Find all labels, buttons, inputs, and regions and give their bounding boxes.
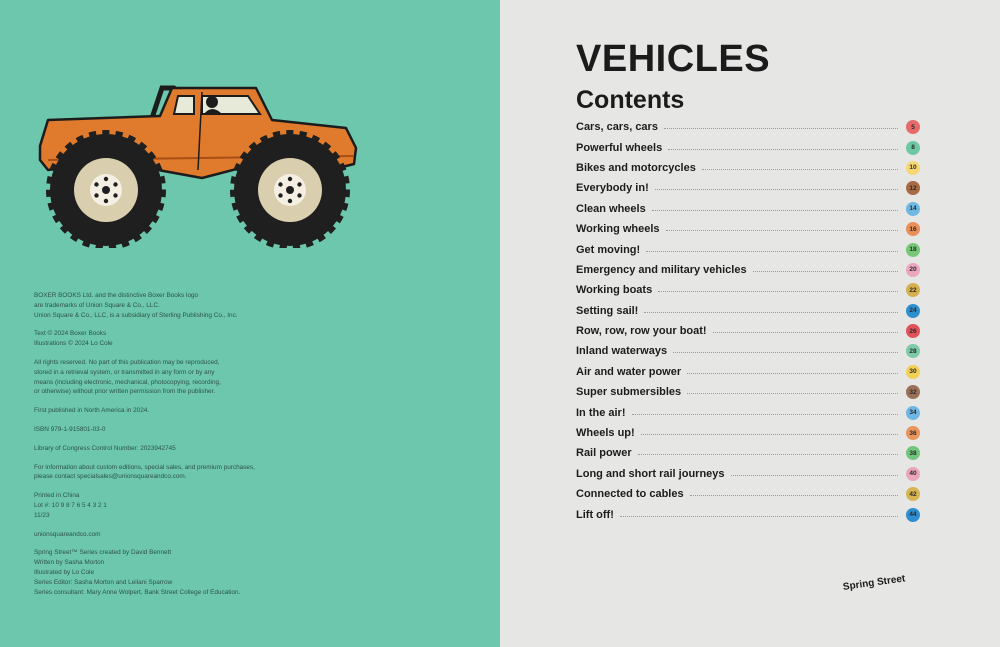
- contents-item-label: Cars, cars, cars: [576, 121, 658, 134]
- page-number-badge: 30: [906, 365, 920, 379]
- contents-item: [576, 464, 920, 484]
- contents-item: [576, 362, 920, 382]
- page-number-badge: 32: [906, 385, 920, 399]
- dot-leader: [753, 271, 898, 272]
- contents-item-label: Powerful wheels: [576, 141, 663, 154]
- contents-item-label: Wheels up!: [576, 427, 635, 440]
- publisher-logo: Spring Street: [842, 573, 906, 593]
- dot-leader: [690, 495, 898, 496]
- dot-leader: [644, 312, 898, 313]
- imprint-rights: All rights reserved. No part of this publication may be reproduced, stored in a retrieval system, or transmitted in any form or by any means (including electronic, mechanical, photocopying, recording, or otherwise) without prior written permission from the publisher.: [34, 358, 221, 396]
- dot-leader: [652, 210, 898, 211]
- contents-item-label: Inland waterways: [576, 345, 668, 358]
- contents-item: [576, 178, 920, 198]
- contents-item: [576, 137, 920, 157]
- page-number-badge: 22: [906, 283, 920, 297]
- dot-leader: [632, 414, 898, 415]
- contents-item: [576, 158, 920, 178]
- contents-item-label: Clean wheels: [576, 202, 646, 215]
- contents-item: [576, 199, 920, 219]
- dot-leader: [702, 169, 898, 170]
- contents-item: [576, 260, 920, 280]
- contents-item: [576, 443, 920, 463]
- page-number-badge: 10: [906, 161, 920, 175]
- imprint-first-published: First published in North America in 2024.: [34, 407, 150, 415]
- page-number-badge: 20: [906, 263, 920, 277]
- dot-leader: [658, 291, 898, 292]
- dot-leader: [664, 128, 898, 129]
- page-number-badge: 34: [906, 406, 920, 420]
- imprint-printing: Printed in China Lot #: 10 9 8 7 6 5 4 3 2 1 11/23: [34, 492, 107, 519]
- imprint-copyright: Text © 2024 Boxer Books Illustrations © 2024 Lo Cole: [34, 330, 113, 348]
- contents-item: [576, 301, 920, 321]
- contents-item: [576, 321, 920, 341]
- contents-item-label: In the air!: [576, 406, 626, 419]
- contents-item: [576, 382, 920, 402]
- book-title: VEHICLES: [576, 38, 771, 80]
- imprint-special-sales: For information about custom editions, special sales, and premium purchases, please contact specialsales@unionsquareandco.com.: [34, 463, 255, 481]
- dot-leader: [666, 230, 898, 231]
- contents-item-label: Working wheels: [576, 223, 660, 236]
- dot-leader: [620, 516, 898, 517]
- contents-item: [576, 117, 920, 137]
- imprint-isbn: ISBN 979-1-915801-03-0: [34, 425, 106, 433]
- contents-item-label: Setting sail!: [576, 304, 639, 317]
- page-number-badge: 38: [906, 446, 920, 460]
- dot-leader: [731, 475, 898, 476]
- contents-item-label: Air and water power: [576, 365, 682, 378]
- contents-item: [576, 423, 920, 443]
- imprint-lccn: Library of Congress Control Number: 2023942745: [34, 444, 176, 452]
- contents-item: [576, 239, 920, 259]
- imprint-credits: Spring Street™ Series created by David Bennett Written by Sasha Morton Illustrated by Lo Cole Series Editor: Sasha Morton and Leilani Sparrow Series consultant: Mary Anne Wolpert, Bank Street College of Education.: [34, 549, 241, 596]
- contents-item-label: Bikes and motorcycles: [576, 161, 696, 174]
- dot-leader: [641, 434, 898, 435]
- page-number-badge: 36: [906, 426, 920, 440]
- contents-item-label: Super submersibles: [576, 386, 682, 399]
- contents-item-label: Connected to cables: [576, 488, 684, 501]
- contents-item: [576, 341, 920, 361]
- imprint-trademark: BOXER BOOKS Ltd. and the distinctive Boxer Books logo are trademarks of Union Square & Co., LLC. Union Square & Co., LLC, is a subsidiary of Sterling Publishing Co., Inc.: [34, 292, 238, 319]
- contents-list: [576, 117, 920, 525]
- imprint-text: [34, 291, 474, 597]
- contents-item: [576, 484, 920, 504]
- dot-leader: [638, 454, 898, 455]
- page-number-badge: 12: [906, 181, 920, 195]
- contents-item: [576, 280, 920, 300]
- page-number-badge: 18: [906, 243, 920, 257]
- right-page: [500, 0, 1000, 647]
- dot-leader: [646, 251, 898, 252]
- dot-leader: [713, 332, 898, 333]
- dot-leader: [668, 149, 898, 150]
- contents-item-label: Working boats: [576, 284, 653, 297]
- contents-item-label: Emergency and military vehicles: [576, 263, 747, 276]
- monster-truck-illustration: [34, 80, 360, 248]
- imprint-website: unionsquareandco.com: [34, 530, 101, 538]
- page-number-badge: 8: [906, 141, 920, 155]
- contents-item: [576, 504, 920, 524]
- contents-item-label: Get moving!: [576, 243, 641, 256]
- dot-leader: [687, 393, 898, 394]
- page-number-badge: 16: [906, 222, 920, 236]
- contents-item-label: Long and short rail journeys: [576, 467, 725, 480]
- contents-heading: Contents: [576, 86, 685, 114]
- page-number-badge: 44: [906, 508, 920, 522]
- contents-item-label: Rail power: [576, 447, 632, 460]
- contents-item-label: Lift off!: [576, 508, 614, 521]
- page-number-badge: 24: [906, 304, 920, 318]
- page-number-badge: 28: [906, 344, 920, 358]
- dot-leader: [655, 189, 898, 190]
- dot-leader: [687, 373, 898, 374]
- dot-leader: [673, 352, 898, 353]
- page-number-badge: 14: [906, 202, 920, 216]
- page-number-badge: 42: [906, 487, 920, 501]
- page-number-badge: 5: [906, 120, 920, 134]
- contents-item: [576, 219, 920, 239]
- page-number-badge: 40: [906, 467, 920, 481]
- contents-item-label: Everybody in!: [576, 182, 649, 195]
- contents-item: [576, 402, 920, 422]
- page-number-badge: 26: [906, 324, 920, 338]
- contents-item-label: Row, row, row your boat!: [576, 325, 707, 338]
